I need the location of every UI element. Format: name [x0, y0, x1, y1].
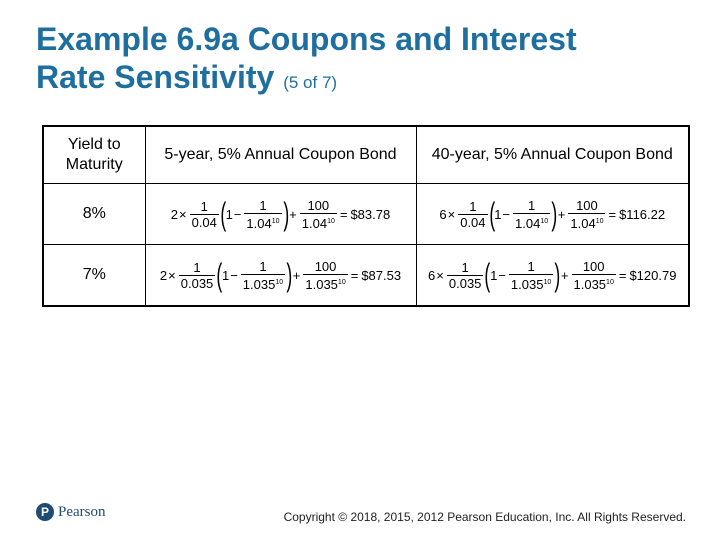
fraction-denominator: [568, 213, 605, 231]
header-forty-year: 40-year, 5% Annual Coupon Bond: [416, 126, 689, 184]
fraction-numerator: 1: [200, 198, 208, 214]
five-year-price-formula: [146, 198, 416, 231]
title-line-2-text: Rate Sensitivity: [36, 59, 275, 95]
discount-fraction: [241, 259, 285, 292]
open-paren: (: [488, 196, 495, 232]
fraction-denominator: [300, 213, 337, 231]
table-row: [43, 245, 689, 307]
title-line-1: Example 6.9a Coupons and Interest: [36, 21, 577, 57]
fraction-numerator: 1: [259, 197, 267, 213]
fraction-denominator-base: 1.04: [301, 215, 328, 231]
annuity-factor-fraction: [190, 199, 219, 230]
equals-sign: =: [618, 267, 627, 283]
five-year-cell: [145, 184, 416, 245]
open-paren: (: [220, 196, 227, 232]
exponent: 10: [337, 278, 346, 286]
five-year-cell: [145, 245, 416, 307]
close-paren: ): [286, 257, 293, 293]
fraction-denominator-base: 1.035: [510, 276, 544, 292]
plus-sign: +: [560, 267, 569, 283]
close-paren: ): [282, 196, 289, 232]
discount-fraction: [509, 259, 553, 292]
coupon-amount: 2: [159, 267, 168, 283]
bond-table: [42, 125, 690, 307]
fraction-numerator: 100: [576, 197, 598, 213]
exponent: 10: [540, 217, 549, 225]
bond-price: $116.22: [619, 206, 666, 222]
exponent: 10: [543, 278, 552, 286]
fraction-denominator-base: 1.04: [515, 215, 541, 231]
fraction-denominator-base: 1.035: [242, 276, 276, 292]
plus-sign: +: [557, 206, 566, 222]
fraction-numerator: 1: [527, 197, 536, 213]
plus-sign: +: [292, 267, 301, 283]
title-suffix: (5 of 7): [283, 73, 338, 92]
equals-sign: =: [339, 206, 348, 222]
annuity-factor-fraction: [179, 260, 216, 291]
fraction-denominator-base: 1.04: [570, 215, 596, 231]
equals-sign: =: [608, 206, 617, 222]
fraction-denominator: [179, 275, 216, 291]
discount-fraction: [244, 198, 281, 231]
face-value-fraction: [572, 259, 616, 292]
fraction-denominator: [572, 274, 616, 292]
pearson-logo: [36, 503, 106, 521]
bond-price: $120.79: [629, 267, 677, 283]
exponent: 10: [275, 278, 284, 286]
fraction-denominator: [458, 214, 487, 230]
fraction-denominator-base: 1.035: [305, 276, 338, 292]
forty-year-price-formula: [417, 259, 689, 292]
header-row: [43, 126, 689, 184]
title-line-2: [36, 58, 696, 102]
fraction-denominator: [190, 214, 219, 230]
slide-title: [36, 20, 696, 102]
fraction-denominator: [241, 274, 285, 292]
annuity-factor-fraction: [458, 199, 487, 230]
yield-cell: 7%: [43, 245, 145, 307]
close-paren: ): [554, 257, 561, 293]
fraction-denominator: [447, 275, 484, 291]
one-term: 1: [225, 206, 233, 222]
face-value-fraction: [303, 259, 347, 292]
minus-sign: −: [498, 267, 506, 283]
face-value-fraction: [300, 198, 337, 231]
equals-sign: =: [350, 267, 359, 283]
table-row: [43, 184, 689, 245]
coupon-amount: 2: [170, 206, 178, 222]
close-paren: ): [551, 196, 558, 232]
pearson-logo-text: Pearson: [58, 503, 106, 520]
fraction-denominator-base: 0.04: [191, 214, 217, 230]
times-sign: ×: [436, 267, 444, 283]
minus-sign: −: [502, 206, 511, 222]
fraction-numerator: 1: [469, 198, 477, 214]
pearson-logo-icon: P: [36, 503, 54, 521]
fraction-numerator: 100: [314, 258, 337, 274]
annuity-factor-fraction: [447, 260, 484, 291]
open-paren: (: [216, 257, 223, 293]
exponent: 10: [271, 217, 280, 225]
fraction-numerator: 1: [461, 259, 469, 275]
face-value-fraction: [568, 198, 605, 231]
one-term: 1: [490, 267, 498, 283]
fraction-denominator: [509, 274, 553, 292]
fraction-numerator: 100: [582, 258, 605, 274]
open-paren: (: [484, 257, 491, 293]
times-sign: ×: [179, 206, 187, 222]
coupon-amount: 6: [439, 206, 447, 222]
fraction-denominator-base: 0.035: [448, 275, 482, 291]
forty-year-cell: [416, 184, 689, 245]
fraction-denominator-base: 0.04: [460, 214, 486, 230]
plus-sign: +: [289, 206, 297, 222]
exponent: 10: [606, 278, 614, 286]
discount-fraction: [513, 198, 550, 231]
exponent: 10: [595, 217, 604, 225]
fraction-numerator: 1: [259, 258, 267, 274]
fraction-numerator: 1: [527, 258, 535, 274]
forty-year-price-formula: [417, 198, 689, 231]
fraction-numerator: 1: [193, 259, 201, 275]
copyright-notice: Copyright © 2018, 2015, 2012 Pearson Education, Inc. All Rights Reserved.: [283, 510, 686, 524]
fraction-denominator-base: 0.035: [180, 275, 214, 291]
five-year-price-formula: [146, 259, 416, 292]
minus-sign: −: [233, 206, 242, 222]
coupon-amount: 6: [428, 267, 436, 283]
fraction-numerator: 100: [307, 197, 330, 213]
one-term: 1: [221, 267, 230, 283]
minus-sign: −: [230, 267, 238, 283]
bond-price: $87.53: [361, 267, 402, 283]
fraction-denominator-base: 1.035: [573, 276, 607, 292]
times-sign: ×: [447, 206, 456, 222]
exponent: 10: [327, 217, 335, 225]
fraction-denominator: [244, 213, 281, 231]
yield-cell: 8%: [43, 184, 145, 245]
one-term: 1: [494, 206, 502, 222]
times-sign: ×: [168, 267, 176, 283]
header-five-year: 5-year, 5% Annual Coupon Bond: [145, 126, 416, 184]
header-yield: Yield to Maturity: [43, 126, 145, 184]
bond-price: $83.78: [350, 206, 391, 222]
forty-year-cell: [416, 245, 689, 307]
fraction-denominator: [303, 274, 347, 292]
fraction-denominator: [513, 213, 550, 231]
fraction-denominator-base: 1.04: [246, 215, 272, 231]
